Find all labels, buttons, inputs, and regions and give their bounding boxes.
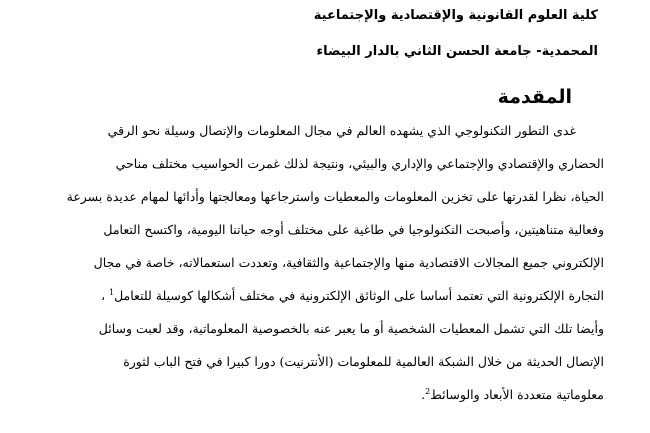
paragraph-line: الحياة، نظرا لقدرتها على تخزين المعلومات والمعطيات واسترجاعها ومعالجتها وأدائها لمهام عديدة بسرعة — [66, 189, 604, 204]
paragraph-line: الإتصال الحديثة من خلال الشبكة العالمية للمعلومات (الأنترنيت) دورا كبيرا في فتح الباب لثورة — [123, 354, 604, 369]
footnote-ref[interactable]: 2 — [425, 386, 431, 396]
paragraph-line: وأيضا تلك التي تشمل المعطيات الشخصية أو ما يعبر عنه بالخصوصية المعلوماتية، وقد لعبت وسائل — [98, 321, 604, 336]
paragraph-line: غدى التطور التكنولوجي الذي يشهده العالم في مجال المعلومات والإتصال وسيلة نحو الرقي — [107, 123, 576, 138]
intro-paragraph — [44, 114, 604, 411]
paragraph-line: وفعالية متناهيتين، وأصبحت التكنولوجيا في طاغية على مختلف أوجه حياتنا اليومية، واكتسح التعامل — [103, 222, 604, 237]
paragraph-line: معلوماتية متعددة الأبعاد والوسائط$^2$. — [421, 386, 604, 402]
paragraph-line: الإلكتروني جميع المجالات الاقتصادية منها والإجتماعية والثقافية، وتعددت استعمالاته، خاصة في مجال — [93, 255, 604, 270]
footnote-ref[interactable]: 1 — [108, 287, 115, 297]
paragraph-line: التجارة الإلكترونية التي تعتمد أساسا على الوثائق الإلكترونية في مختلف أشكالها كوسيلة للتعامل$^1$ ، — [100, 287, 604, 303]
faculty-name: كلية العلوم القانونية والإقتصادية والإجتماعية — [313, 8, 598, 23]
paragraph-line: الحضاري والإقتصادي والإجتماعي والإداري والبيئي، ونتيجة لذلك غمرت الحواسيب مختلف مناحي — [115, 156, 604, 171]
section-title: المقدمة — [497, 86, 572, 108]
university-name: المحمدية- جامعة الحسن الثاني بالدار البيضاء — [316, 44, 598, 59]
